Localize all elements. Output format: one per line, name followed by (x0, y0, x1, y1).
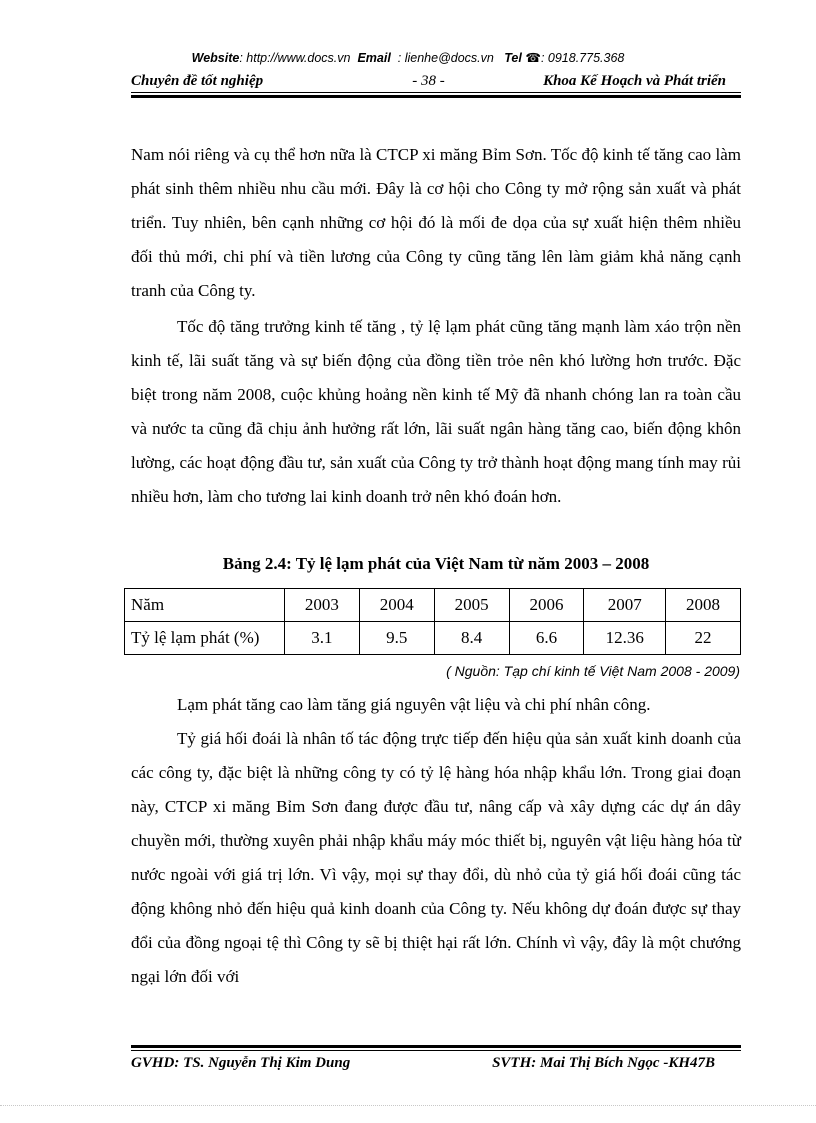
footer-rule-thin (131, 1050, 741, 1051)
inflation-table (124, 588, 741, 655)
value-cell: 3.1 (285, 622, 360, 655)
year-cell: 2003 (285, 589, 360, 622)
year-cell: 2004 (359, 589, 434, 622)
table-row (125, 622, 741, 655)
page-edge (0, 1105, 816, 1106)
website-label: Website (191, 51, 240, 65)
phone-icon: ☎ (525, 51, 541, 65)
header-rule-thick (131, 95, 741, 98)
tel-label: Tel (504, 51, 522, 65)
year-cell: 2008 (666, 589, 741, 622)
header-rule-thin (131, 92, 741, 93)
paragraph-2: Tốc độ tăng trưởng kinh tế tăng , tỷ lệ lạm phát cũng tăng mạnh làm xáo trộn nền kinh tế, lãi suất tăng và sự biến động của đồng tiền trỏe nên khó lường hơn trước. Đặc biệt trong năm 2008, cuộc khủng hoảng nền kinh tế Mỹ đã nhanh chóng lan ra toàn cầu và nước ta cũng đã chịu ảnh hưởng rất lớn, lãi suất ngân hàng tăng cao, biến động khôn lường, các hoạt động đầu tư, sản xuất của Công ty trở thành hoạt động mang tính may rủi nhiều hơn, làm cho tương lai kinh doanh trở nên khó đoán hơn. (131, 317, 741, 506)
footer-left: GVHD: TS. Nguyễn Thị Kim Dung (131, 1055, 351, 1071)
website-value[interactable]: : http://www.docs.vn (239, 51, 351, 65)
paragraph-3: Lạm phát tăng cao làm tăng giá nguyên vật liệu và chi phí nhân công. (177, 695, 651, 714)
header-left: Chuyên đề tốt nghiệp (131, 73, 264, 89)
paragraph-1: Nam nói riêng và cụ thể hơn nữa là CTCP xi măng Bỉm Sơn. Tốc độ kinh tế tăng cao làm phát sinh thêm nhiều nhu cầu mới. Đây là cơ hội cho Công ty mở rộng sản xuất và phát triển. Tuy nhiên, bên cạnh những cơ hội đó là mối đe dọa của sự xuất hiện thêm nhiều đối thủ mới, chi phí và tiền lương của Công ty cũng tăng lên làm giảm khả năng cạnh tranh của Công ty. (131, 145, 741, 300)
page-number: - 38 - (412, 73, 445, 89)
table-source: ( Nguồn: Tạp chí kinh tế Việt Nam 2008 - 2009) (446, 663, 740, 679)
table-caption: Bảng 2.4: Tỷ lệ lạm phát của Việt Nam từ năm 2003 – 2008 (222, 554, 650, 573)
footer-rule-thick (131, 1045, 741, 1048)
year-cell: 2007 (584, 589, 666, 622)
value-cell: 6.6 (509, 622, 584, 655)
value-cell: 8.4 (434, 622, 509, 655)
year-cell: 2006 (509, 589, 584, 622)
footer-right: SVTH: Mai Thị Bích Ngọc -KH47B (492, 1055, 715, 1071)
table-header-row (125, 589, 741, 622)
tel-value: : 0918.775.368 (540, 51, 625, 65)
header-right: Khoa Kế Hoạch và Phát triển (543, 73, 726, 89)
paragraph-4: Tỷ giá hối đoái là nhân tố tác động trực tiếp đến hiệu qủa sản xuất kinh doanh của các công ty, đặc biệt là những công ty có tỷ lệ hàng hóa nhập khẩu lớn. Trong giai đoạn này, CTCP xi măng Bỉm Sơn đang được đầu tư, nâng cấp và xây dựng các dự án dây chuyền mới, thường xuyên phải nhập khẩu máy móc thiết bị, nguyên vật liệu hàng hóa từ nước ngoài với giá trị lớn. Vì vậy, mọi sự thay đổi, dù nhỏ của tỷ giá hối đoái cũng tác động không nhỏ đến hiệu quả kinh doanh của Công ty. Nếu không dự đoán được sự thay đổi của đồng ngoại tệ thì Công ty sẽ bị thiệt hại rất lớn. Chính vì vậy, đây là một chướng ngại lớn đối với (131, 729, 741, 986)
value-cell: 22 (666, 622, 741, 655)
table-row-label: Tỷ lệ lạm phát (%) (125, 622, 285, 655)
top-banner (0, 50, 816, 66)
value-cell: 12.36 (584, 622, 666, 655)
page-header (131, 71, 741, 91)
value-cell: 9.5 (359, 622, 434, 655)
table-header-label: Năm (125, 589, 285, 622)
email-label: Email (357, 51, 391, 65)
year-cell: 2005 (434, 589, 509, 622)
email-value[interactable]: : lienhe@docs.vn (397, 51, 494, 65)
